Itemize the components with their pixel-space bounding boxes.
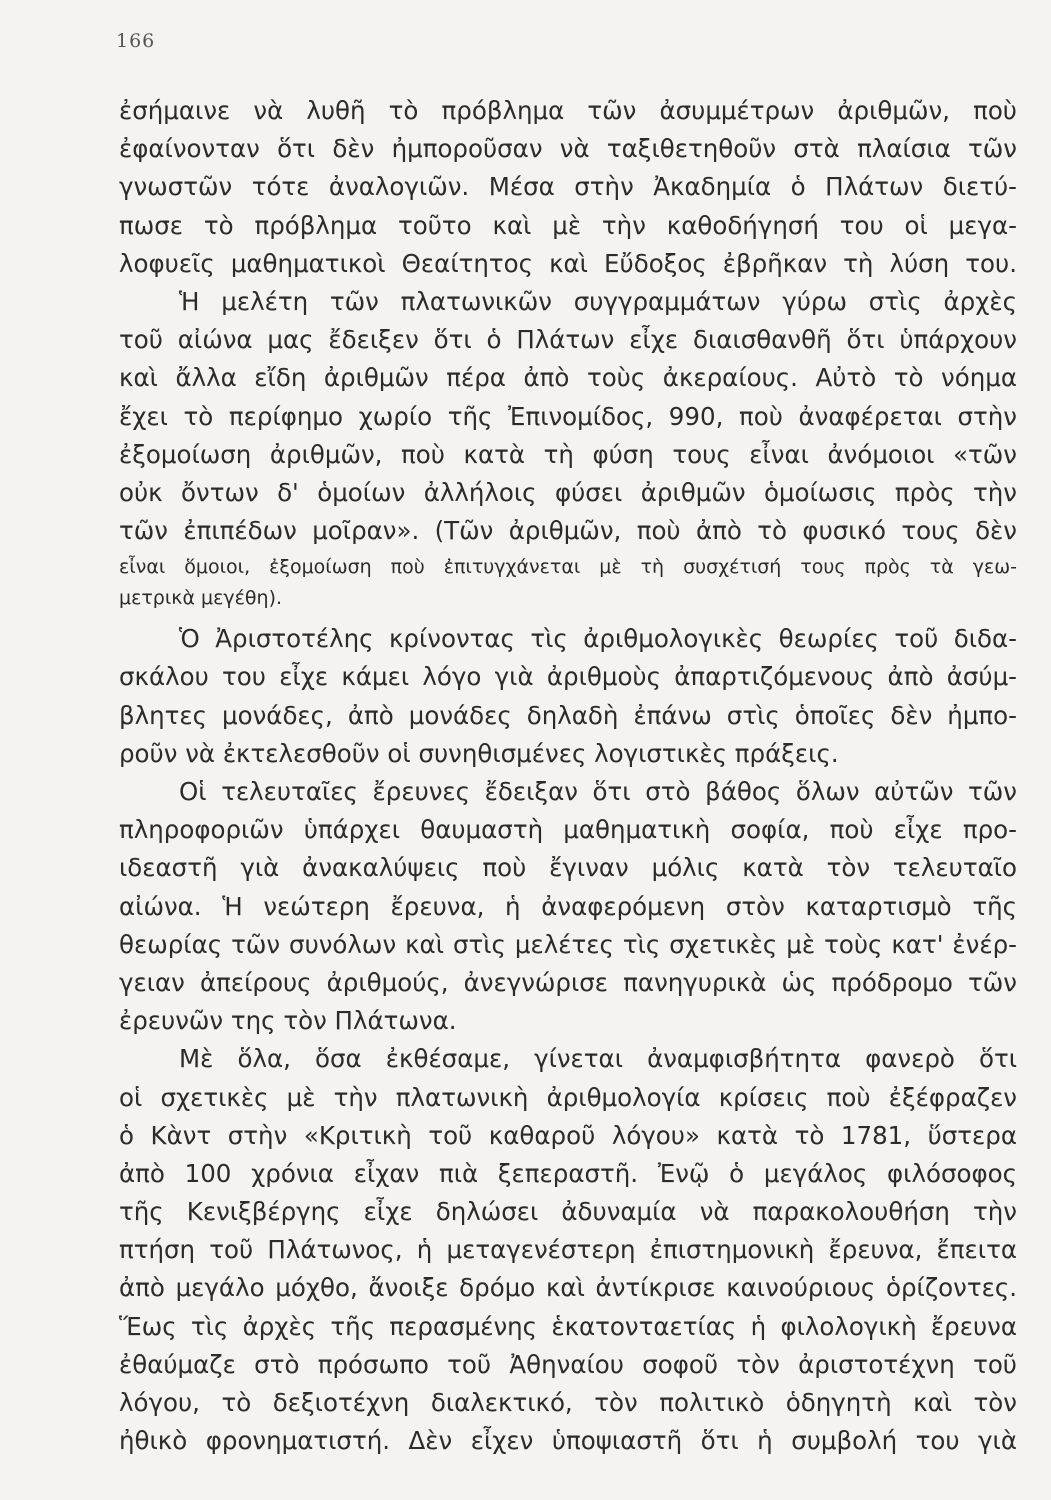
text-line: λοφυεῖς μαθηματικοὶ Θεαίτητος καὶ Εὔδοξος ἐβρῆκαν τὴ λύση του. — [119, 248, 1017, 278]
text-line: ὁ Κὰντ στὴν «Κριτικὴ τοῦ καθαροῦ λόγου» κατὰ τὸ 1781, ὕστερα — [119, 1120, 1017, 1150]
text-line: ἀπὸ μεγάλο μόχθο, ἄνοιξε δρόμο καὶ ἀντίκρισε καινούριους ὁρίζοντες. — [119, 1273, 1017, 1303]
page-number: 166 — [116, 30, 156, 52]
text-line: τῆς Κενιξβέργης εἶχε δηλώσει ἀδυναμία νὰ παρακολουθήση τὴν — [119, 1197, 1017, 1227]
body-text — [119, 92, 1017, 1460]
text-line: τοῦ αἰώνα μας ἔδειξεν ὅτι ὁ Πλάτων εἶχε διαισθανθῆ ὅτι ὑπάρχουν — [119, 325, 1017, 355]
paragraph-start-line: Ὁ Ἀριστοτέλης κρίνοντας τὶς ἀριθμολογικὲς θεωρίες τοῦ διδα- — [179, 624, 1017, 654]
text-line: ἀπὸ 100 χρόνια εἶχαν πιὰ ξεπεραστῆ. Ἐνῷ ὁ μεγάλος φιλόσοφος — [119, 1158, 1017, 1188]
paragraph-start-line: Οἱ τελευταῖες ἔρευνες ἔδειξαν ὅτι στὸ βάθος ὅλων αὐτῶν τῶν — [179, 777, 1017, 806]
text-line: γειαν ἀπείρους ἀριθμούς, ἀνεγνώρισε πανηγυρικὰ ὡς πρόδρομο τῶν — [119, 967, 1017, 997]
text-line: τῶν ἐπιπέδων μοῖραν». (Τῶν ἀριθμῶν, ποὺ ἀπὸ τὸ φυσικό τους δὲν — [119, 516, 1017, 546]
paragraph-end-line: ροῦν νὰ ἐκτελεσθοῦν οἱ συνηθισμένες λογιστικὲς πράξεις. — [119, 738, 839, 768]
paragraph-end-line: ἐρευνῶν της τὸν Πλάτωνα. — [119, 1006, 457, 1036]
text-line: γνωστῶν τότε ἀναλογιῶν. Μέσα στὴν Ἀκαδημία ὁ Πλάτων διετύ- — [119, 172, 1017, 202]
text-line: πληροφοριῶν ὑπάρχει θαυμαστὴ μαθηματικὴ σοφία, ποὺ εἶχε προ- — [119, 815, 1017, 845]
text-line: ἔχει τὸ περίφημο χωρίο τῆς Ἐπινομίδος, 990, ποὺ ἀναφέρεται στὴν — [119, 401, 1017, 431]
text-line: ἐσήμαινε νὰ λυθῆ τὸ πρόβλημα τῶν ἀσυμμέτρων ἀριθμῶν, ποὺ — [119, 96, 1017, 125]
text-line: σκάλου του εἶχε κάμει λόγο γιὰ ἀριθμοὺς ἀπαρτιζόμενους ἀπὸ ἀσύμ- — [119, 662, 1017, 692]
translation-line: εἶναι ὅμοιοι, ἐξομοίωση ποὺ ἐπιτυγχάνεται μὲ τὴ συσχέτισή τους πρὸς τὰ γεω- — [119, 556, 1017, 579]
text-line: βλητες μονάδες, ἀπὸ μονάδες δηλαδὴ ἐπάνω στὶς ὁποῖες δὲν ἠμπο- — [119, 700, 1017, 730]
text-line: Ἕως τὶς ἀρχὲς τῆς περασμένης ἑκατονταετίας ἡ φιλολογικὴ ἔρευνα — [119, 1311, 1017, 1341]
paragraph-start-line: Μὲ ὅλα, ὅσα ἐκθέσαμε, γίνεται ἀναμφισβήτητα φανερὸ ὅτι — [179, 1044, 1017, 1074]
text-line: ἐφαίνονταν ὅτι δὲν ἠμποροῦσαν νὰ ταξιθετηθοῦν στὰ πλαίσια τῶν — [119, 134, 1017, 164]
text-line: αἰώνα. Ἡ νεώτερη ἔρευνα, ἡ ἀναφερόμενη στὸν καταρτισμὸ τῆς — [119, 891, 1017, 921]
text-line: ἠθικὸ φρονηματιστή. Δὲν εἶχεν ὑποψιαστῆ ὅτι ἡ συμβολή του γιὰ — [119, 1426, 1017, 1456]
paragraph-start-line: Ἡ μελέτη τῶν πλατωνικῶν συγγραμμάτων γύρω στὶς ἀρχὲς — [179, 286, 1017, 316]
text-line: θεωρίας τῶν συνόλων καὶ στὶς μελέτες τὶς σχετικὲς μὲ τοὺς κατ' ἐνέρ- — [119, 929, 1017, 959]
text-line: πτήση τοῦ Πλάτωνος, ἡ μεταγενέστερη ἐπιστημονικὴ ἔρευνα, ἔπειτα — [119, 1235, 1017, 1265]
text-line: λόγου, τὸ δεξιοτέχνη διαλεκτικό, τὸν πολιτικὸ ὁδηγητὴ καὶ τὸν — [119, 1388, 1017, 1417]
text-line: πωσε τὸ πρόβλημα τοῦτο καὶ μὲ τὴν καθοδήγησή του οἱ μεγα- — [119, 210, 1017, 240]
text-line: ἐξομοίωση ἀριθμῶν, ποὺ κατὰ τὴ φύση τους εἶναι ἀνόμοιοι «τῶν — [119, 439, 1017, 469]
text-line: ἐθαύμαζε στὸ πρόσωπο τοῦ Ἀθηναίου σοφοῦ τὸν ἀριστοτέχνη τοῦ — [119, 1349, 1017, 1379]
text-line: ιδεαστῆ γιὰ ἀνακαλύψεις ποὺ ἔγιναν μόλις κατὰ τὸν τελευταῖο — [119, 853, 1017, 883]
translation-line: μετρικὰ μεγέθη). — [119, 587, 283, 610]
text-line: οὐκ ὄντων δ' ὁμοίων ἀλλήλοις φύσει ἀριθμῶν ὁμοίωσις πρὸς τὴν — [119, 477, 1017, 507]
text-line: οἱ σχετικὲς μὲ τὴν πλατωνικὴ ἀριθμολογία κρίσεις ποὺ ἐξέφραζεν — [119, 1082, 1017, 1112]
text-line: καὶ ἄλλα εἴδη ἀριθμῶν πέρα ἀπὸ τοὺς ἀκεραίους. Αὐτὸ τὸ νόημα — [119, 363, 1017, 393]
